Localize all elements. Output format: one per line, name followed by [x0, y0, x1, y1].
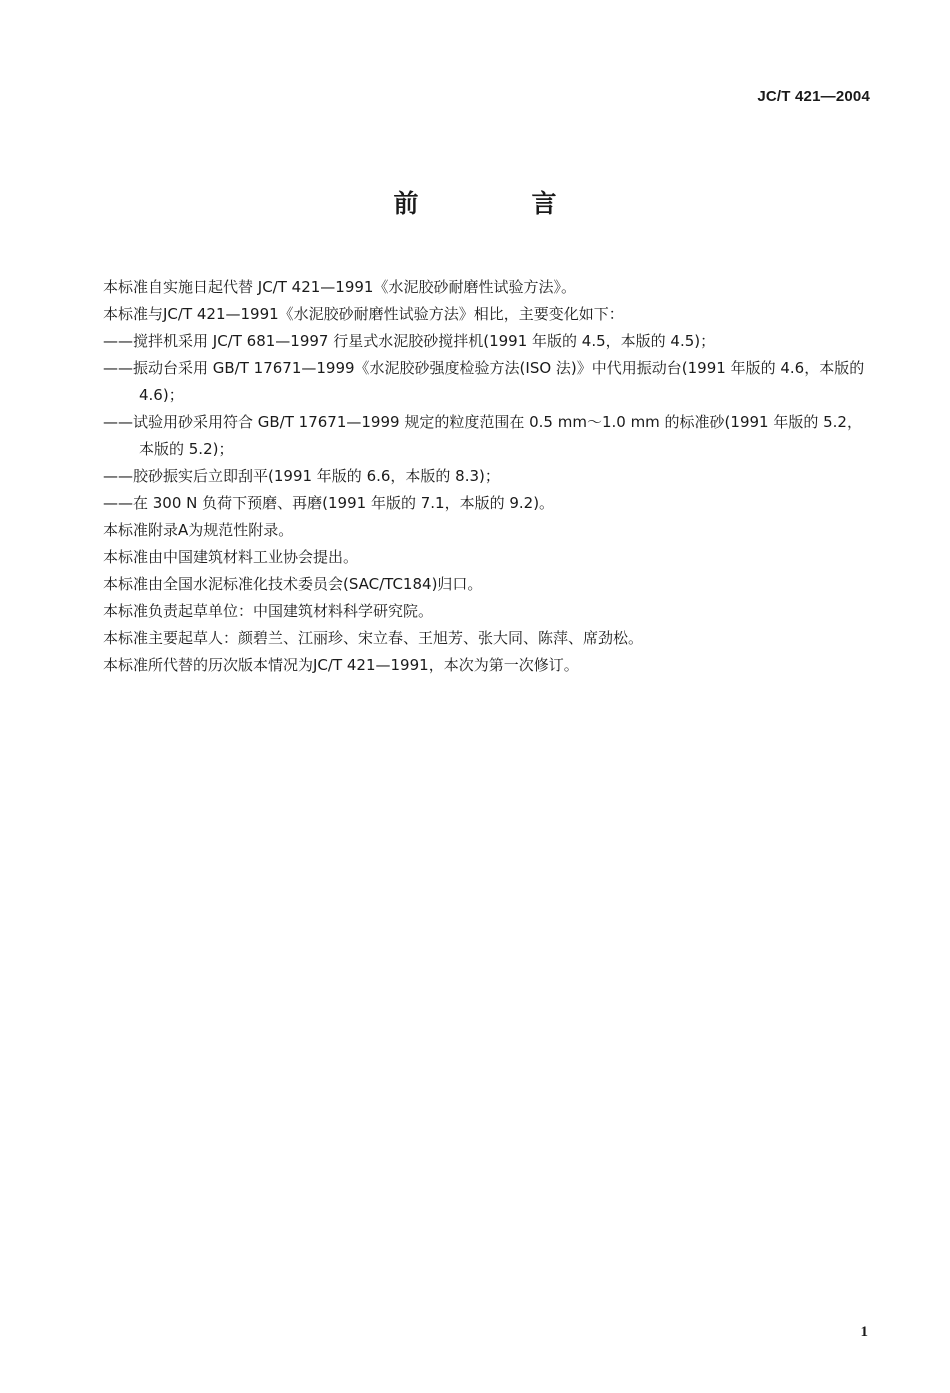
change-item-grinding: ——在 300 N 负荷下预磨、再磨(1991 年版的 7.1，本版的 9.2)。 — [103, 494, 555, 512]
paragraph-replaces: 本标准自实施日起代替 JC/T 421—1991《水泥胶砂耐磨性试验方法》。 — [103, 278, 576, 296]
paragraph-technical-committee: 本标准由全国水泥标准化技术委员会(SAC/TC184)归口。 — [103, 575, 483, 593]
change-item-standard-sand: ——试验用砂采用符合 GB/T 17671—1999 规定的粒度范围在 0.5 mm～1.0 mm 的标准砂(1991 年版的 5.2，本版的 5.2)； — [103, 413, 862, 458]
paragraph-annex: 本标准附录A为规范性附录。 — [103, 521, 294, 539]
change-item-leveling: ——胶砂振实后立即刮平(1991 年版的 6.6，本版的 8.3)； — [103, 467, 500, 485]
foreword-body — [103, 274, 873, 679]
paragraph-drafters: 本标准主要起草人：颜碧兰、江丽珍、宋立春、王旭芳、张大同、陈萍、席劲松。 — [103, 629, 644, 647]
change-item-mixer: ——搅拌机采用 JC/T 681—1997 行星式水泥胶砂搅拌机(1991 年版的 4.5，本版的 4.5)； — [103, 332, 716, 350]
paragraph-version-history: 本标准所代替的历次版本情况为JC/T 421—1991，本次为第一次修订。 — [103, 656, 579, 674]
paragraph-changes-intro: 本标准与JC/T 421—1991《水泥胶砂耐磨性试验方法》相比，主要变化如下： — [103, 305, 624, 323]
paragraph-proposed-by: 本标准由中国建筑材料工业协会提出。 — [103, 548, 359, 566]
page-title: 前 言 — [393, 189, 601, 218]
change-item-vibration-table: ——振动台采用 GB/T 17671—1999《水泥胶砂强度检验方法(ISO 法)》中代用振动台(1991 年版的 4.6，本版的 4.6)； — [103, 359, 865, 404]
page-number: 1 — [860, 1324, 868, 1340]
paragraph-drafting-unit: 本标准负责起草单位：中国建筑材料科学研究院。 — [103, 602, 434, 620]
standard-code: JC/T 421—2004 — [757, 88, 870, 105]
